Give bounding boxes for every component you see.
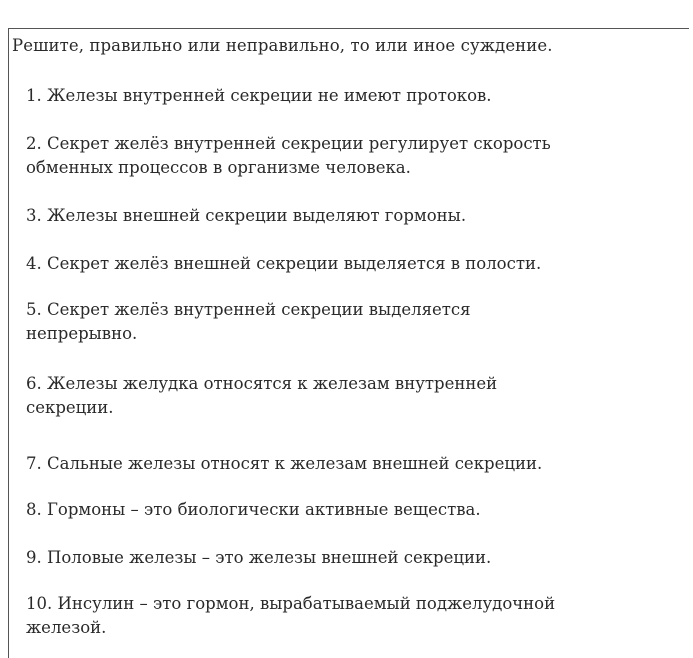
- statement-3: 3. Железы внешней секреции выделяют гормоны.: [26, 206, 467, 225]
- statement-9: 9. Половые железы – это железы внешней секреции.: [26, 548, 492, 567]
- statement-6: 6. Железы желудка относятся к железам внутренней секреции.: [26, 374, 498, 417]
- statement-2: 2. Секрет желёз внутренней секреции регулирует скорость обменных процессов в организме человека.: [26, 134, 551, 177]
- statement-1: 1. Железы внутренней секреции не имеют протоков.: [26, 86, 492, 105]
- statement-5: 5. Секрет желёз внутренней секреции выделяется непрерывно.: [26, 300, 471, 343]
- statement-7: 7. Сальные железы относят к железам внешней секреции.: [26, 454, 543, 473]
- statement-4: 4. Секрет желёз внешней секреции выделяется в полости.: [26, 254, 542, 273]
- page-title: Решите, правильно или неправильно, то или иное суждение.: [12, 36, 553, 55]
- statement-8: 8. Гормоны – это биологически активные вещества.: [26, 500, 481, 519]
- statement-10: 10. Инсулин – это гормон, вырабатываемый поджелудочной железой.: [26, 594, 556, 637]
